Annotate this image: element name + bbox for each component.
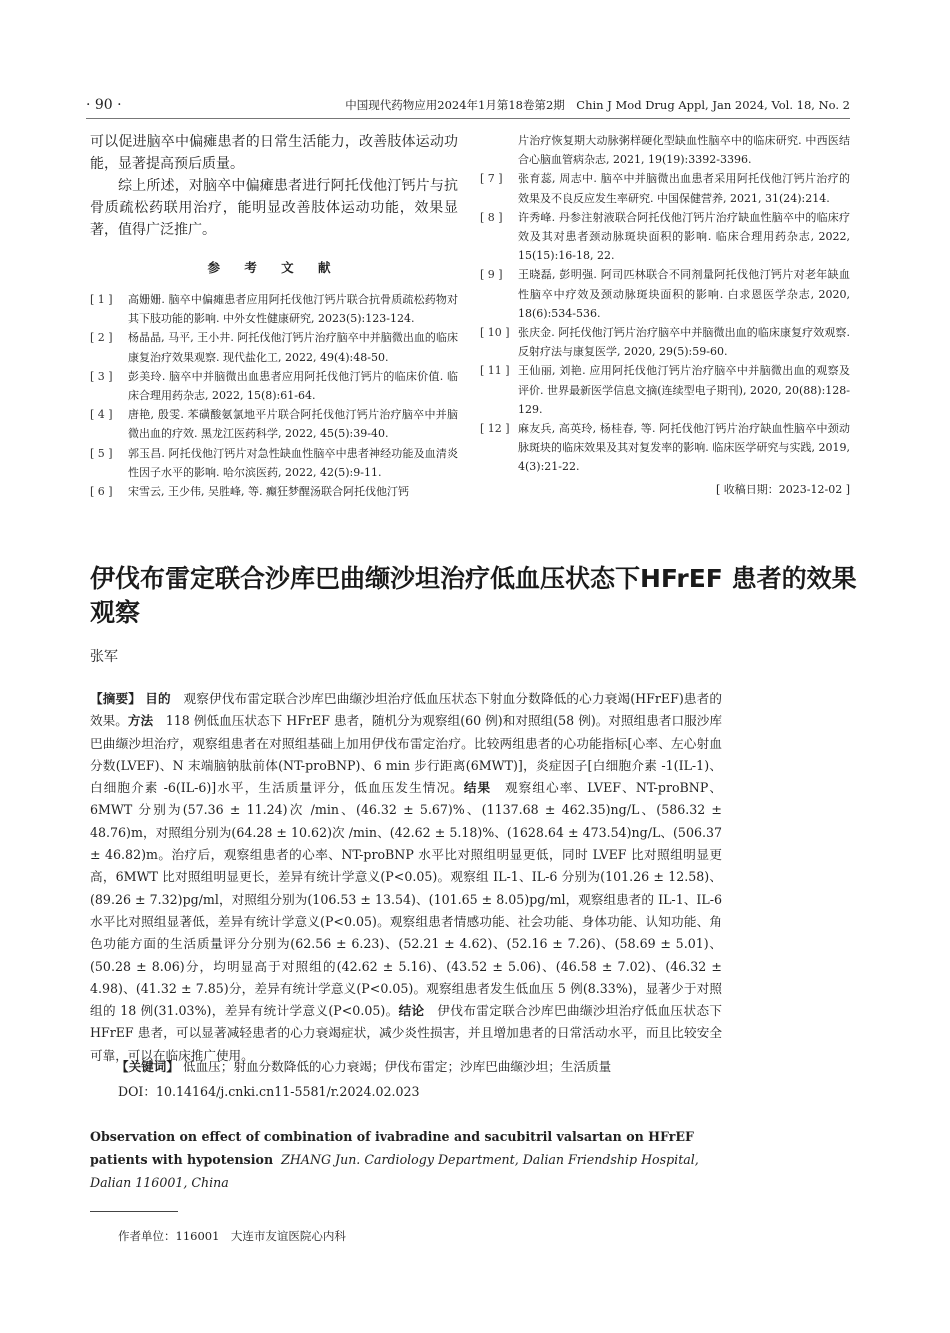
reference-item xyxy=(480,208,850,266)
reference-text: 宋雪云, 王少伟, 吴胜峰, 等. 癫狂梦醒汤联合阿托伐他汀钙 xyxy=(128,485,409,499)
reference-number: [ 7 ] xyxy=(480,172,503,186)
references-right xyxy=(480,131,850,477)
reference-number: [ 1 ] xyxy=(90,293,113,306)
conclusion-label: 结论 xyxy=(398,1003,425,1019)
reference-number: [ 12 ] xyxy=(480,422,510,436)
reference-text: 郭玉昌. 阿托伐他汀钙片对急性缺血性脑卒中患者神经功能及血清炎性因子水平的影响. 哈尔滨医药, 2022, 42(5):9-11. xyxy=(128,446,458,479)
reference-item xyxy=(480,323,850,361)
reference-item xyxy=(480,169,850,207)
abstract xyxy=(90,688,722,1067)
reference-number: [ 5 ] xyxy=(90,446,113,460)
reference-number: [ 10 ] xyxy=(480,326,510,340)
left-column xyxy=(90,131,458,501)
references-left xyxy=(90,290,458,501)
footnote: 作者单位：116001 大连市友谊医院心内科 xyxy=(118,1229,346,1243)
abstract-label: 【摘要】 xyxy=(90,691,142,706)
methods-label: 方法 xyxy=(127,713,154,729)
reference-number: [ 3 ] xyxy=(90,369,113,383)
reference-text: 王晓磊, 彭明强. 阿司匹林联合不同剂量阿托伐他汀钙片对老年缺血性脑卒中疗效及颈动脉斑块面积的影响. 白求恩医学杂志, 2020, 18(6):534-536. xyxy=(518,268,850,320)
reference-item xyxy=(90,482,458,501)
english-abstract-header xyxy=(90,1125,722,1194)
reference-item xyxy=(480,265,850,323)
reference-item xyxy=(90,290,458,328)
header-rule xyxy=(86,118,850,119)
received-date: [ 收稿日期：2023-12-02 ] xyxy=(716,482,850,496)
reference-number xyxy=(480,131,518,169)
reference-number: [ 11 ] xyxy=(480,364,510,378)
conclusion-text: 伊伐布雷定联合沙库巴曲缬沙坦治疗低血压状态下 HFrEF 患者，可以显著减轻患者的心力衰竭症状，减少炎性损害，并且增加患者的日常活动水平，而且比较安全可靠，可以在临床推广使用。 xyxy=(90,1003,723,1063)
reference-text: 王仙丽, 刘艳. 应用阿托伐他汀钙片治疗脑卒中并脑微出血的观察及评价. 世界最新医学信息文摘(连续型电子期刊), 2020, 20(88):128-129. xyxy=(518,364,850,416)
page-number: · 90 · xyxy=(86,97,122,113)
reference-text: 杨晶晶, 马平, 王小井. 阿托伐他汀钙片治疗脑卒中并脑微出血的临床康复治疗效果观察. 现代盐化工, 2022, 49(4):48-50. xyxy=(128,331,458,364)
methods-text: 118 例低血压状态下 HFrEF 患者，随机分为观察组(60 例)和对照组(58 例)。对照组患者口服沙库巴曲缬沙坦治疗，观察组患者在对照组基础上加用伊伐布雷定治疗。比较两组患者的心功能指标[心率、左心射血分数(LVEF)、N 末端脑钠肽前体(NT-proBNP)、6 min 步行距离(6MWT)]，炎症因子[白细胞介素 -1(IL-1)、白细胞介素 -6(IL-6)]水平，生活质量评分，低血压发生情况。 xyxy=(90,713,722,796)
reference-text: 麻友兵, 高英玲, 杨桂春, 等. 阿托伐他汀钙片治疗缺血性脑卒中颈动脉斑块的临床效果及其对复发率的影响. 临床医学研究与实践, 2019, 4(3):21-22. xyxy=(518,422,850,474)
reference-text: 彭美玲. 脑卒中并脑微出血患者应用阿托伐他汀钙片的临床价值. 临床合理用药杂志, 2022, 15(8):61-64. xyxy=(128,369,458,403)
footnote-rule xyxy=(90,1211,178,1212)
prev-paragraph-2: 综上所述，对脑卒中偏瘫患者进行阿托伐他汀钙片与抗骨质疏松药联用治疗，能明显改善肢体运动功能，效果显著，值得广泛推广。 xyxy=(90,178,458,238)
reference-item xyxy=(480,131,850,169)
reference-item xyxy=(90,328,458,366)
prev-paragraph-1: 可以促进脑卒中偏瘫患者的日常生活能力，改善肢体运动功能，显著提高预后质量。 xyxy=(90,134,458,172)
doi: DOI：10.14164/j.cnki.cn11-5581/r.2024.02.023 xyxy=(118,1084,420,1099)
reference-text: 高姗姗. 脑卒中偏瘫患者应用阿托伐他汀钙片联合抗骨质疏松药物对其下肢功能的影响. 中外女性健康研究, 2023(5):123-124. xyxy=(128,293,458,326)
keywords-text: 低血压；射血分数降低的心力衰竭；伊伐布雷定；沙库巴曲缬沙坦；生活质量 xyxy=(182,1059,612,1074)
reference-text: 唐艳, 殷雯. 苯磺酸氨氯地平片联合阿托伐他汀钙片治疗脑卒中并脑微出血的疗效. 黑龙江医药科学, 2022, 45(5):39-40. xyxy=(128,408,458,441)
english-title: Observation on effect of combination of ivabradine and sacubitril valsartan on HFrEF patients with hypotension xyxy=(90,1129,694,1167)
reference-item xyxy=(90,444,458,482)
reference-number: [ 8 ] xyxy=(480,210,503,224)
results-text: 观察组心率、LVEF、NT-proBNP、6MWT 分别为(57.36 ± 11.24)次 /min、(46.32 ± 5.67)%、(1137.68 ± 462.35)ng/L、(586.32 ± 48.76)m，对照组分别为(64.28 ± 10.62)次 /min、(42.62 ± 5.18)%、(1628.64 ± 473.54)ng/L、(506.37 ± 46.82)m。治疗后，观察组患者的心率、NT-proBNP 水平比对照组明显更低，同时 LVEF 比对照组明显更高，6MWT 比对照组明显更长，差异有统计学意义(P<0.05)。观察组 IL-1、IL-6 分别为(101.26 ± 12.58)、(89.26 ± 7.32)pg/ml，对照组分别为(106.53 ± 13.54)、(101.65 ± 8.05)pg/ml，观察组患者的 IL-1、IL-6 水平比对照组显著低，差异有统计学意义(P<0.05)。观察组患者情感功能、社会功能、身体功能、认知功能、角色功能方面的生活质量评分分别为(62.56 ± 6.23)、(52.21 ± 4.62)、(52.16 ± 7.26)、(58.69 ± 5.01)、(50.28 ± 8.06)分，均明显高于对照组的(42.62 ± 5.16)、(43.52 ± 5.06)、(46.58 ± 7.02)、(46.32 ± 4.98)、(41.32 ± 7.85)分，差异有统计学意义(P<0.05)。观察组患者发生低血压 5 例(8.33%)，显著少于对照组的 18 例(31.03%)，差异有统计学意义(P<0.05)。 xyxy=(90,780,723,1019)
reference-item xyxy=(480,419,850,477)
reference-number: [ 6 ] xyxy=(90,485,113,499)
reference-item xyxy=(90,367,458,405)
reference-text: 张育蕊, 周志中. 脑卒中并脑微出血患者采用阿托伐他汀钙片治疗的效果及不良反应发生率研究. 中国保健营养, 2021, 31(24):214. xyxy=(518,172,850,205)
english-author: ZHANG Jun. Cardiology Department, Dalian Friendship Hospital, Dalian 116001, China xyxy=(90,1152,699,1190)
journal-header: 中国现代药物应用2024年1月第18卷第2期 Chin J Mod Drug Appl, Jan 2024, Vol. 18, No. 2 xyxy=(345,98,850,112)
article-title: 伊伐布雷定联合沙库巴曲缬沙坦治疗低血压状态下HFrEF 患者的效果观察 xyxy=(90,564,857,627)
reference-number: [ 4 ] xyxy=(90,408,113,422)
reference-text: 许秀峰. 丹参注射液联合阿托伐他汀钙片治疗缺血性脑卒中的临床疗效及其对患者颈动脉斑块面积的影响. 临床合理用药杂志, 2022, 15(15):16-18, 22. xyxy=(518,210,850,263)
keywords xyxy=(116,1056,611,1075)
reference-item xyxy=(90,405,458,443)
objective-label: 目的 xyxy=(145,691,171,706)
results-label: 结果 xyxy=(463,780,492,796)
reference-item xyxy=(480,361,850,419)
right-column xyxy=(480,131,850,497)
references-title: 参 考 文 献 xyxy=(207,260,341,275)
reference-number: [ 2 ] xyxy=(90,331,113,345)
keywords-label: 【关键词】 xyxy=(116,1059,179,1074)
reference-text: 张庆金. 阿托伐他汀钙片治疗脑卒中并脑微出血的临床康复疗效观察. 反射疗法与康复医学, 2020, 29(5):59-60. xyxy=(518,326,850,359)
reference-number: [ 9 ] xyxy=(480,268,503,282)
objective-text: 观察伊伐布雷定联合沙库巴曲缬沙坦治疗低血压状态下射血分数降低的心力衰竭(HFrEF)患者的效果。 xyxy=(90,691,723,729)
reference-text: 片治疗恢复期大动脉粥样硬化型缺血性脑卒中的临床研究. 中西医结合心脑血管病杂志, 2021, 19(19):3392-3396. xyxy=(518,134,850,167)
article-author: 张军 xyxy=(90,649,118,665)
